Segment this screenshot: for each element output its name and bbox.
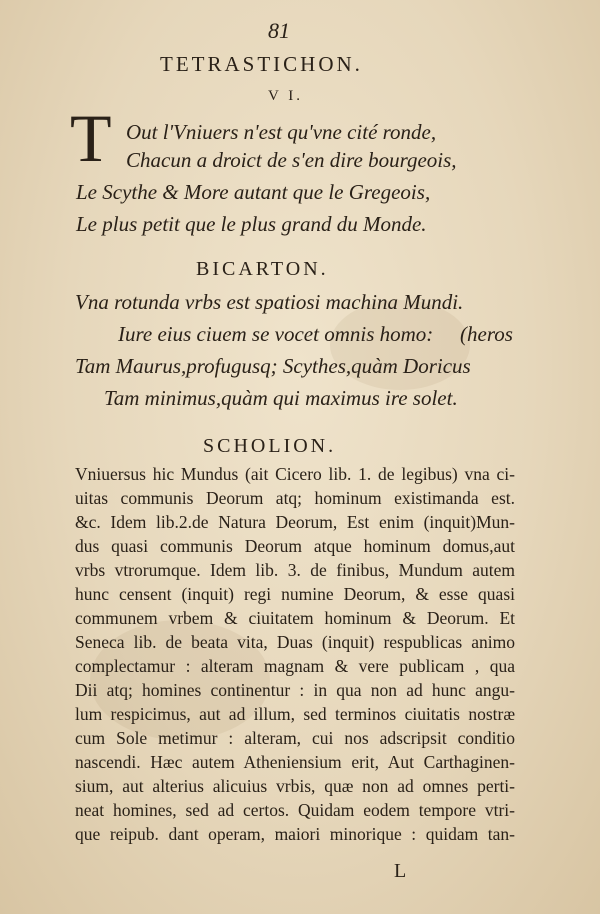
section-number: V I.: [268, 88, 304, 104]
prose-line-16: que reipub. dant operam, maiori minorique : quidam tan-: [75, 824, 515, 844]
page-number: 81: [268, 18, 290, 43]
verse-line-3: Le Scythe & More autant que le Gregeois,: [76, 180, 431, 204]
title-bicarton: BICARTON.: [196, 258, 329, 280]
signature-mark: L: [394, 860, 407, 882]
latin-verse-line-4: Tam minimus,quàm qui maximus ire solet.: [104, 386, 458, 410]
prose-line-11: lum respicimus, aut ad illum, sed terminos ciuitatis nostræ: [75, 704, 515, 724]
prose-line-10: Dii atq; homines continentur : in qua non ad hunc angu-: [75, 680, 515, 700]
prose-line-13: nascendi. Hæc autem Atheniensium erit, Aut Carthaginen-: [75, 752, 515, 772]
latin-verse-turnover: (heros: [460, 322, 513, 346]
verse-line-4: Le plus petit que le plus grand du Monde.: [76, 212, 427, 236]
prose-line-7: communem vrbem & ciuitatem hominum & Deorum. Et: [75, 608, 515, 628]
prose-line-6: hunc censent (inquit) regi numine Deorum, & esse quasi: [75, 584, 515, 604]
verse-line-1: Out l'Vniuers n'est qu'vne cité ronde,: [126, 120, 437, 144]
latin-verse-line-2: Iure eius ciuem se vocet omnis homo:: [118, 322, 434, 346]
title-tetrastichon: TETRASTICHON.: [160, 52, 363, 76]
prose-line-2: uitas communis Deorum atq; hominum existimanda est.: [75, 488, 515, 508]
verse-line-2: Chacun a droict de s'en dire bourgeois,: [126, 148, 457, 172]
latin-verse-line-1: Vna rotunda vrbs est spatiosi machina Mundi.: [75, 290, 464, 314]
prose-line-8: Seneca lib. de beata vita, Duas (inquit) respublicas animo: [75, 632, 515, 652]
prose-line-14: sium, aut alterius alicuius vrbis, quæ non ad omnes perti-: [75, 776, 515, 796]
prose-line-3: &c. Idem lib.2.de Natura Deorum, Est enim (inquit)Mun-: [75, 512, 515, 532]
prose-line-9: complectamur : alteram magnam & vere publicam , qua: [75, 656, 515, 676]
latin-verse-line-3: Tam Maurus,profugusq; Scythes,quàm Doricus: [75, 354, 471, 378]
drop-cap: T: [70, 100, 112, 176]
prose-line-1: Vniuersus hic Mundus (ait Cicero lib. 1. de legibus) vna ci-: [75, 464, 515, 484]
prose-line-15: neat homines, sed ad certos. Quidam eodem tempore vtri-: [75, 800, 515, 820]
prose-line-12: cum Sole metimur : alteram, cui nos adscripsit conditio: [75, 728, 515, 748]
prose-line-4: dus quasi communis Deorum atque hominum domus,aut: [75, 536, 515, 556]
prose-line-5: vrbs vtrorumque. Idem lib. 3. de finibus, Mundum autem: [75, 560, 515, 580]
title-scholion: SCHOLION.: [203, 435, 337, 457]
